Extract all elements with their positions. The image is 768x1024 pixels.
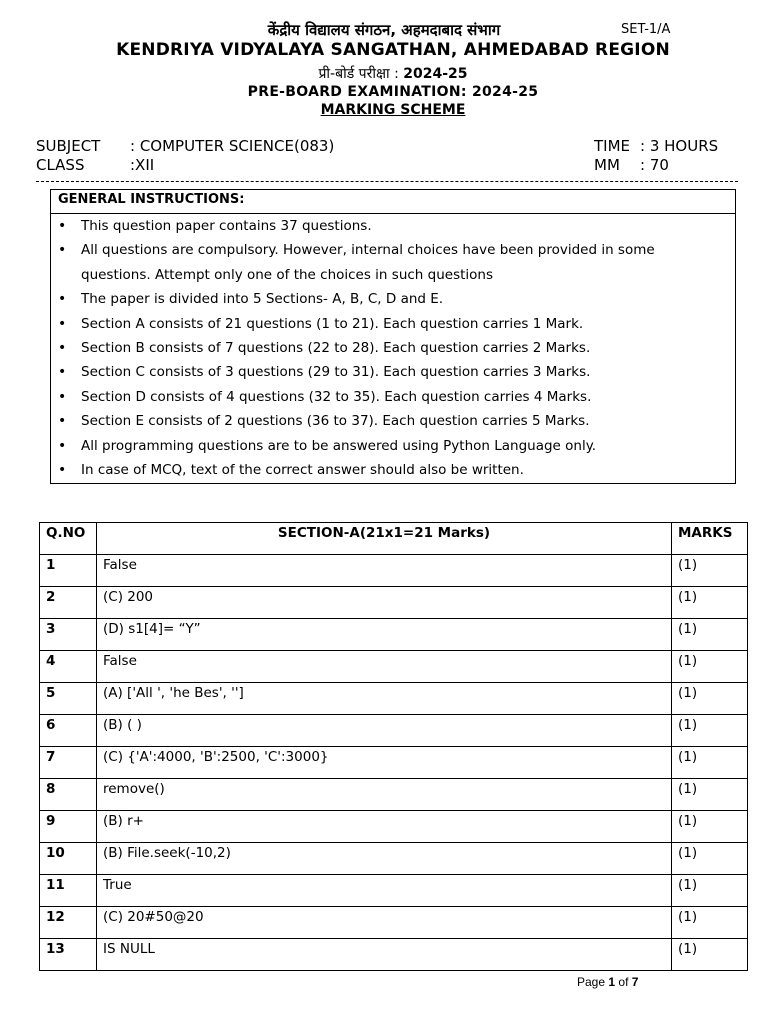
table-row: [40, 939, 748, 971]
table-row: [40, 619, 748, 651]
question-number: 3: [40, 619, 97, 651]
answer-cell: (B) r+: [97, 811, 672, 843]
question-number: 5: [40, 683, 97, 715]
dashed-divider: [36, 181, 738, 182]
table-row: [40, 811, 748, 843]
marks-cell: (1): [672, 811, 748, 843]
question-number: 6: [40, 715, 97, 747]
class-value: :XII: [130, 156, 155, 174]
general-instructions-heading: GENERAL INSTRUCTIONS:: [51, 190, 735, 214]
hindi-exam-year: 2024-25: [403, 66, 468, 82]
marks-cell: (1): [672, 939, 748, 971]
answer-cell: (C) 200: [97, 587, 672, 619]
question-number: 2: [40, 587, 97, 619]
instruction-item: • In case of MCQ, text of the correct answer should also be written.: [51, 458, 735, 482]
instruction-item: • Section E consists of 2 questions (36 to 37). Each question carries 5 Marks.: [51, 409, 735, 433]
answer-cell: (A) ['All ', 'he Bes', '']: [97, 683, 672, 715]
instructions-list: [51, 214, 735, 482]
hindi-exam-title: [0, 64, 768, 83]
question-number: 4: [40, 651, 97, 683]
table-row: [40, 747, 748, 779]
general-instructions-box: [50, 189, 736, 484]
hindi-exam-label: प्री-बोर्ड परीक्षा :: [318, 66, 399, 82]
marks-cell: (1): [672, 715, 748, 747]
qno-header: Q.NO: [40, 523, 97, 555]
table-row: [40, 715, 748, 747]
marking-scheme-table: [39, 522, 748, 971]
table-row: [40, 587, 748, 619]
organization-title: KENDRIYA VIDYALAYA SANGATHAN, AHMEDABAD REGION: [116, 40, 670, 60]
instruction-item: • All programming questions are to be answered using Python Language only.: [51, 434, 735, 458]
marks-cell: (1): [672, 651, 748, 683]
question-number: 9: [40, 811, 97, 843]
time-label: TIME: [594, 137, 631, 155]
section-header: SECTION-A(21x1=21 Marks): [97, 523, 672, 555]
instruction-item: • Section B consists of 7 questions (22 to 28). Each question carries 2 Marks.: [51, 336, 735, 360]
subject-value: : COMPUTER SCIENCE(083): [130, 137, 335, 155]
page-of: of: [618, 975, 629, 989]
marking-scheme-title: MARKING SCHEME: [320, 102, 466, 118]
instruction-item: • The paper is divided into 5 Sections- A, B, C, D and E.: [51, 287, 735, 311]
page-current: 1: [608, 975, 616, 989]
question-number: 7: [40, 747, 97, 779]
table-row: [40, 779, 748, 811]
answer-cell: False: [97, 651, 672, 683]
instruction-item: • Section D consists of 4 questions (32 to 35). Each question carries 4 Marks.: [51, 385, 735, 409]
marks-cell: (1): [672, 779, 748, 811]
marks-cell: (1): [672, 843, 748, 875]
instruction-item: • This question paper contains 37 questions.: [51, 214, 735, 238]
answer-cell: (B) ( ): [97, 715, 672, 747]
answer-cell: (C) {'A':4000, 'B':2500, 'C':3000}: [97, 747, 672, 779]
answer-cell: (B) File.seek(-10,2): [97, 843, 672, 875]
hindi-title: केंद्रीय विद्यालय संगठन, अहमदाबाद संभाग: [267, 21, 501, 39]
marks-cell: (1): [672, 875, 748, 907]
page-prefix: Page: [577, 975, 606, 989]
table-header-row: [40, 523, 748, 555]
marks-cell: (1): [672, 619, 748, 651]
table-row: [40, 907, 748, 939]
table-row: [40, 843, 748, 875]
instruction-item: • All questions are compulsory. However, internal choices have been provided in some questions. Attempt only one of the choices in such questions: [51, 238, 735, 287]
answer-cell: IS NULL: [97, 939, 672, 971]
answer-cell: (C) 20#50@20: [97, 907, 672, 939]
marks-cell: (1): [672, 747, 748, 779]
table-row: [40, 651, 748, 683]
marks-cell: (1): [672, 907, 748, 939]
time-value: : 3 HOURS: [640, 137, 719, 155]
page-total: 7: [631, 975, 639, 989]
answer-cell: remove(): [97, 779, 672, 811]
marks-cell: (1): [672, 555, 748, 587]
answer-cell: True: [97, 875, 672, 907]
question-number: 10: [40, 843, 97, 875]
set-label: SET-1/A: [621, 22, 671, 37]
marks-cell: (1): [672, 683, 748, 715]
mm-value: : 70: [640, 156, 669, 174]
question-number: 12: [40, 907, 97, 939]
question-number: 1: [40, 555, 97, 587]
exam-title: PRE-BOARD EXAMINATION: 2024-25: [247, 84, 539, 100]
question-number: 8: [40, 779, 97, 811]
table-row: [40, 875, 748, 907]
marks-cell: (1): [672, 587, 748, 619]
subject-label: SUBJECT: [36, 137, 101, 155]
table-row: [40, 683, 748, 715]
class-label: CLASS: [36, 156, 85, 174]
answer-cell: False: [97, 555, 672, 587]
page-footer: [577, 975, 638, 989]
table-row: [40, 555, 748, 587]
question-number: 11: [40, 875, 97, 907]
answer-cell: (D) s1[4]= “Y”: [97, 619, 672, 651]
mm-label: MM: [594, 156, 620, 174]
instruction-item: • Section C consists of 3 questions (29 to 31). Each question carries 3 Marks.: [51, 360, 735, 384]
marks-header: MARKS: [672, 523, 748, 555]
question-number: 13: [40, 939, 97, 971]
instruction-item: • Section A consists of 21 questions (1 to 21). Each question carries 1 Mark.: [51, 312, 735, 336]
